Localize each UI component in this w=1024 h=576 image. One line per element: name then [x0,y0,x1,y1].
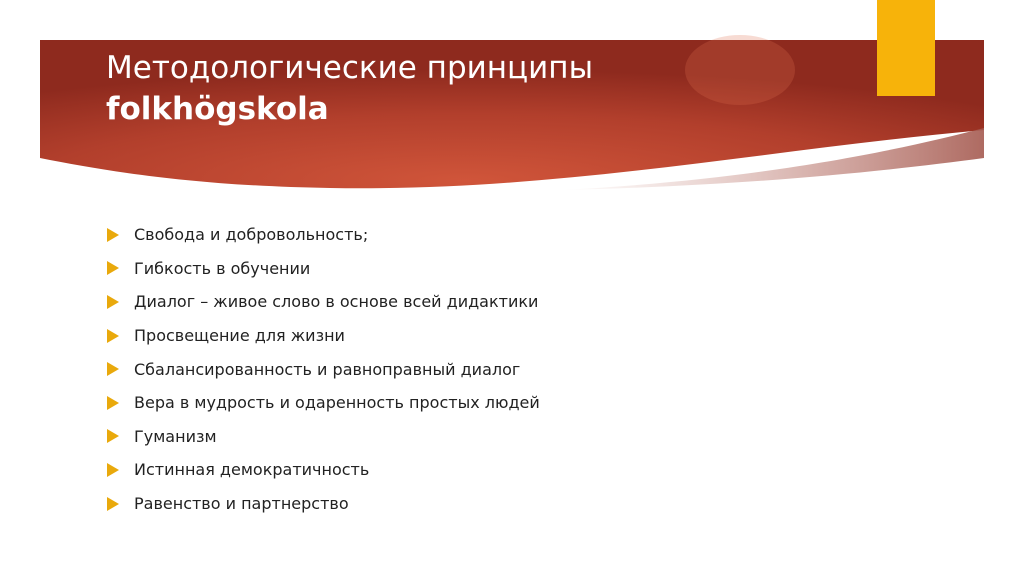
triangle-right-icon [106,294,120,310]
list-item-text: Диалог – живое слово в основе всей дидактики [134,292,539,312]
list-item-text: Гуманизм [134,426,217,446]
triangle-right-icon [106,260,120,276]
list-item-text: Истинная демократичность [134,460,370,480]
list-item [106,352,540,386]
triangle-right-icon [106,395,120,411]
list-item [106,386,540,420]
list-item-text: Вера в мудрость и одаренность простых людей [134,393,540,413]
triangle-right-icon [106,496,120,512]
list-item-text: Гибкость в обучении [134,258,311,278]
accent-tab [877,0,935,96]
triangle-right-icon [106,462,120,478]
title-line-1: Методологические принципы [106,50,594,86]
list-item-text: Равенство и партнерство [134,494,349,514]
bullet-list [106,218,540,520]
triangle-right-icon [106,428,120,444]
list-item [106,319,540,353]
list-item [106,487,540,521]
list-item [106,252,540,286]
list-item-text: Просвещение для жизни [134,326,345,346]
slide-title [106,48,846,130]
list-item [106,453,540,487]
triangle-right-icon [106,328,120,344]
title-line-2: folkhögskola [106,91,329,127]
list-item [106,420,540,454]
list-item-text: Свобода и добровольность; [134,225,369,245]
list-item-text: Сбалансированность и равноправный диалог [134,359,521,379]
triangle-right-icon [106,227,120,243]
list-item [106,285,540,319]
list-item [106,218,540,252]
triangle-right-icon [106,361,120,377]
